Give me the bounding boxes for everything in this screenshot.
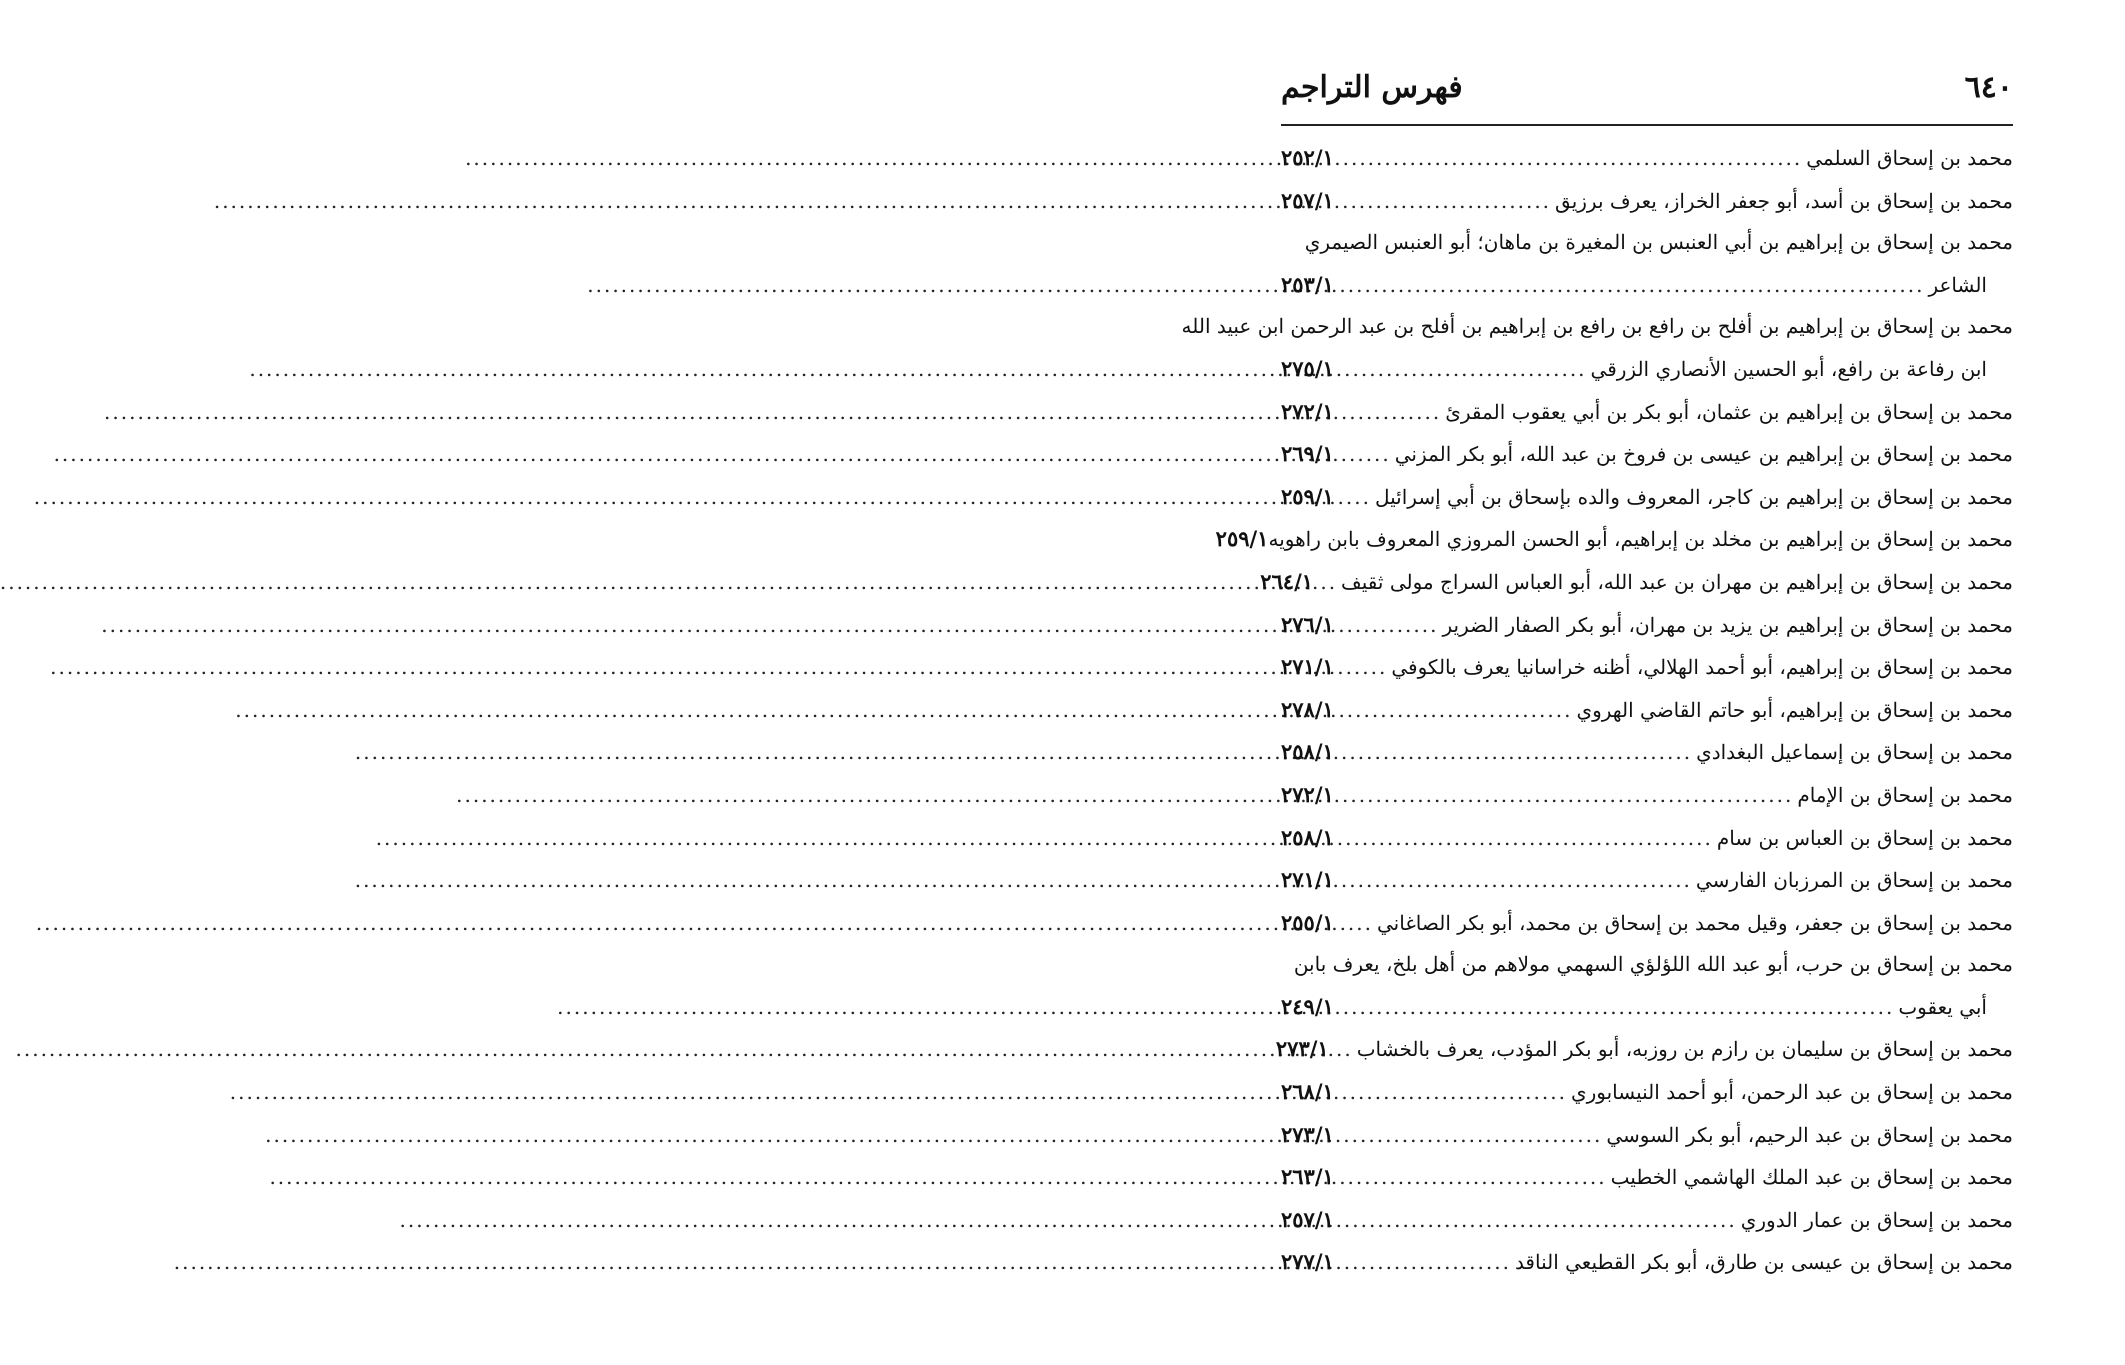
- entry-line: [1281, 1114, 2013, 1157]
- index-entry: [1281, 1241, 2013, 1284]
- volume-page-reference: ٢٧٣/١: [1275, 1036, 1329, 1062]
- index-entry: [1281, 646, 2013, 689]
- index-entry: [1275, 1028, 2013, 1071]
- dot-leader: [1338, 434, 1391, 476]
- entry-name-text: محمد بن إسحاق بن عمار الدوري: [1740, 1207, 2013, 1232]
- dot-leader: [1338, 477, 1371, 519]
- volume-page-reference: ٢٥٥/١: [1281, 909, 1334, 935]
- entry-line: [1281, 1071, 2013, 1114]
- entry-continuation-line: [1281, 986, 2013, 1029]
- volume-page-reference: ٢٦٨/١: [1281, 1079, 1334, 1105]
- volume-page-reference: ٢٦٩/١: [1281, 441, 1334, 467]
- entry-line: [1281, 774, 2013, 817]
- index-entry: [1281, 902, 2013, 945]
- index-entry: [1215, 518, 2013, 561]
- entry-name-text: محمد بن إسحاق بن إبراهيم بن أفلح بن رافع بن رافع بن إبراهيم بن أفلح بن عبد الرحمن ابن عبيد الله: [1181, 314, 2013, 339]
- entry-name-text: محمد بن إسحاق بن حرب، أبو عبد الله اللؤلؤي السهمي مولاهم من أهل بلخ، يعرف بابن: [1293, 952, 2013, 977]
- index-entry: [1181, 306, 2013, 390]
- entry-continuation-text: الشاعر: [1928, 272, 1987, 297]
- index-entry: [1281, 476, 2013, 519]
- index-entry: [1281, 1071, 2013, 1114]
- volume-page-reference: ٢٧٨/١: [1281, 696, 1334, 722]
- index-entry: [1281, 1114, 2013, 1157]
- dot-leader: [1338, 860, 1692, 902]
- header-rule: [1281, 124, 2013, 126]
- volume-page-reference: ٢٥٩/١: [1281, 483, 1334, 509]
- index-entries-list: [1181, 137, 2013, 1284]
- volume-page-reference: ٢٦٣/١: [1281, 1164, 1334, 1190]
- volume-page-reference: ٢٧٧/١: [1281, 1249, 1334, 1275]
- entry-line: [1281, 137, 2013, 180]
- volume-page-reference: ٢٥٧/١: [1281, 187, 1334, 213]
- index-entry: [1281, 604, 2013, 647]
- volume-page-reference: ٢٤٩/١: [1281, 993, 1334, 1019]
- index-entry: [1281, 137, 2013, 180]
- index-entry: [1281, 1199, 2013, 1242]
- index-entry: [1281, 391, 2013, 434]
- dot-leader: [1317, 562, 1337, 604]
- dot-leader: [1338, 265, 1925, 307]
- dot-leader: [1338, 1115, 1603, 1157]
- running-title: فهرس التراجم: [1281, 70, 1463, 105]
- dot-leader: [1338, 392, 1441, 434]
- dot-leader: [1338, 181, 1551, 223]
- entry-line: [1281, 817, 2013, 860]
- entry-line: [1281, 222, 2013, 264]
- entry-line: [1281, 646, 2013, 689]
- volume-page-reference: ٢٥٩/١: [1215, 526, 1269, 552]
- dot-leader: [1338, 1200, 1737, 1242]
- entry-name-text: محمد بن إسحاق السلمي: [1806, 146, 2013, 170]
- volume-page-reference: ٢٧١/١: [1281, 867, 1334, 893]
- entry-line: [1181, 306, 2013, 348]
- volume-page-reference: ٢٧٦/١: [1281, 611, 1334, 637]
- entry-name-text: محمد بن إسحاق بن سليمان بن رازم بن روزبه، أبو بكر المؤدب، يعرف بالخشاب: [1356, 1037, 2013, 1062]
- entry-name-text: محمد بن إسحاق بن إبراهيم، أبو حاتم القاضي الهروي: [1576, 697, 2013, 722]
- entry-line: [1281, 731, 2013, 774]
- entry-name-text: محمد بن إسحاق بن جعفر، وقيل محمد بن إسحاق بن محمد، أبو بكر الصاغاني: [1377, 910, 2013, 935]
- entry-line: [1281, 1241, 2013, 1284]
- dot-leader: [1338, 605, 1439, 647]
- entry-line: [1281, 859, 2013, 902]
- entry-line: [1281, 689, 2013, 732]
- dot-leader: [1338, 690, 1573, 732]
- entry-line: [1281, 433, 2013, 476]
- entry-name-text: محمد بن إسحاق بن إبراهيم بن عثمان، أبو بكر بن أبي يعقوب المقرئ: [1445, 399, 2013, 424]
- index-entry: [1260, 561, 2013, 604]
- index-entry: [1281, 817, 2013, 860]
- entry-name-text: محمد بن إسحاق بن إبراهيم بن مخلد بن إبراهيم، أبو الحسن المروزي المعروف بابن راهويه: [1268, 527, 2013, 552]
- dot-leader: [1338, 647, 1388, 689]
- entry-line: [1281, 476, 2013, 519]
- volume-page-reference: ٢٧٥/١: [1281, 355, 1334, 381]
- entry-name-text: محمد بن إسحاق بن المرزبان الفارسي: [1695, 868, 2013, 893]
- entry-name-text: محمد بن إسحاق بن الإمام: [1797, 782, 2013, 807]
- entry-line: [1281, 604, 2013, 647]
- entry-line: [1281, 944, 2013, 986]
- index-entry: [1281, 1156, 2013, 1199]
- index-entry: [1281, 180, 2013, 223]
- volume-page-reference: ٢٧٢/١: [1281, 781, 1334, 807]
- entry-name-text: محمد بن إسحاق بن عبد الملك الهاشمي الخطيب: [1610, 1165, 2013, 1190]
- entry-line: [1281, 180, 2013, 223]
- entry-name-text: محمد بن إسحاق بن عبد الرحيم، أبو بكر السوسي: [1606, 1122, 2013, 1147]
- entry-name-text: محمد بن إسحاق بن إبراهيم بن يزيد بن مهران، أبو بكر الصفار الضرير: [1442, 612, 2013, 637]
- dot-leader: [1338, 349, 1587, 391]
- entry-line: [1281, 391, 2013, 434]
- dot-leader: [1338, 138, 1802, 180]
- entry-name-text: محمد بن إسحاق بن إبراهيم بن كاجر، المعروف والده بإسحاق بن أبي إسرائيل: [1374, 484, 2013, 509]
- entry-line: [1281, 1199, 2013, 1242]
- volume-page-reference: ٢٥٨/١: [1281, 824, 1334, 850]
- index-entry: [1281, 859, 2013, 902]
- volume-page-reference: ٢٥٧/١: [1281, 1206, 1334, 1232]
- page-header: [1281, 68, 2013, 118]
- index-entry: [1281, 222, 2013, 306]
- entry-name-text: محمد بن إسحاق بن إبراهيم بن أبي العنبس بن المغيرة بن ماهان؛ أبو العنبس الصيمري: [1304, 230, 2013, 255]
- entry-name-text: محمد بن إسحاق بن العباس بن سام: [1716, 825, 2013, 850]
- volume-page-reference: ٢٦٤/١: [1260, 568, 1314, 594]
- dot-leader: [1338, 903, 1373, 945]
- entry-name-text: محمد بن إسحاق بن إسماعيل البغدادي: [1696, 740, 2013, 765]
- volume-page-reference: ٢٥٣/١: [1281, 271, 1334, 297]
- index-entry: [1281, 731, 2013, 774]
- entry-continuation-line: [1281, 264, 2013, 307]
- entry-name-text: محمد بن إسحاق بن أسد، أبو جعفر الخراز، يعرف برزيق: [1555, 188, 2013, 213]
- index-entry: [1281, 944, 2013, 1028]
- dot-leader: [1338, 818, 1713, 860]
- volume-page-reference: ٢٧١/١: [1281, 654, 1334, 680]
- volume-page-reference: ٢٥٢/١: [1281, 145, 1334, 170]
- entry-continuation-text: ابن رفاعة بن رافع، أبو الحسين الأنصاري الزرقي: [1590, 356, 1987, 381]
- entry-line: [1260, 561, 2013, 604]
- entry-name-text: محمد بن إسحاق بن إبراهيم، أبو أحمد الهلالي، أظنه خراسانيا يعرف بالكوفي: [1391, 655, 2013, 680]
- index-entry: [1281, 774, 2013, 817]
- index-entry: [1281, 689, 2013, 732]
- volume-page-reference: ٢٥٨/١: [1281, 739, 1334, 765]
- index-entry: [1281, 433, 2013, 476]
- dot-leader: [1338, 1242, 1511, 1284]
- entry-name-text: محمد بن إسحاق بن عبد الرحمن، أبو أحمد النيسابوري: [1570, 1080, 2013, 1105]
- dot-leader: [1338, 1157, 1607, 1199]
- entry-line: [1275, 1028, 2013, 1071]
- entry-name-text: محمد بن إسحاق بن إبراهيم بن عيسى بن فروخ بن عبد الله، أبو بكر المزني: [1394, 442, 2013, 467]
- dot-leader: [1338, 987, 1895, 1029]
- entry-name-text: محمد بن إسحاق بن عيسى بن طارق، أبو بكر القطيعي الناقد: [1514, 1250, 2013, 1275]
- dot-leader: [1338, 732, 1692, 774]
- entry-line: [1281, 902, 2013, 945]
- entry-name-text: محمد بن إسحاق بن إبراهيم بن مهران بن عبد الله، أبو العباس السراج مولى ثقيف: [1341, 569, 2013, 594]
- volume-page-reference: ٢٧٣/١: [1281, 1121, 1334, 1147]
- page-number: ٦٤٠: [1964, 70, 2013, 105]
- volume-page-reference: ٢٧٢/١: [1281, 398, 1334, 424]
- book-page: [1181, 0, 2125, 1365]
- entry-continuation-text: أبي يعقوب: [1898, 994, 1987, 1019]
- dot-leader: [1338, 1072, 1567, 1114]
- entry-line: [1281, 1156, 2013, 1199]
- entry-line: [1215, 518, 2013, 561]
- entry-continuation-line: [1281, 348, 2013, 391]
- dot-leader: [1338, 775, 1794, 817]
- dot-leader: [1333, 1029, 1353, 1071]
